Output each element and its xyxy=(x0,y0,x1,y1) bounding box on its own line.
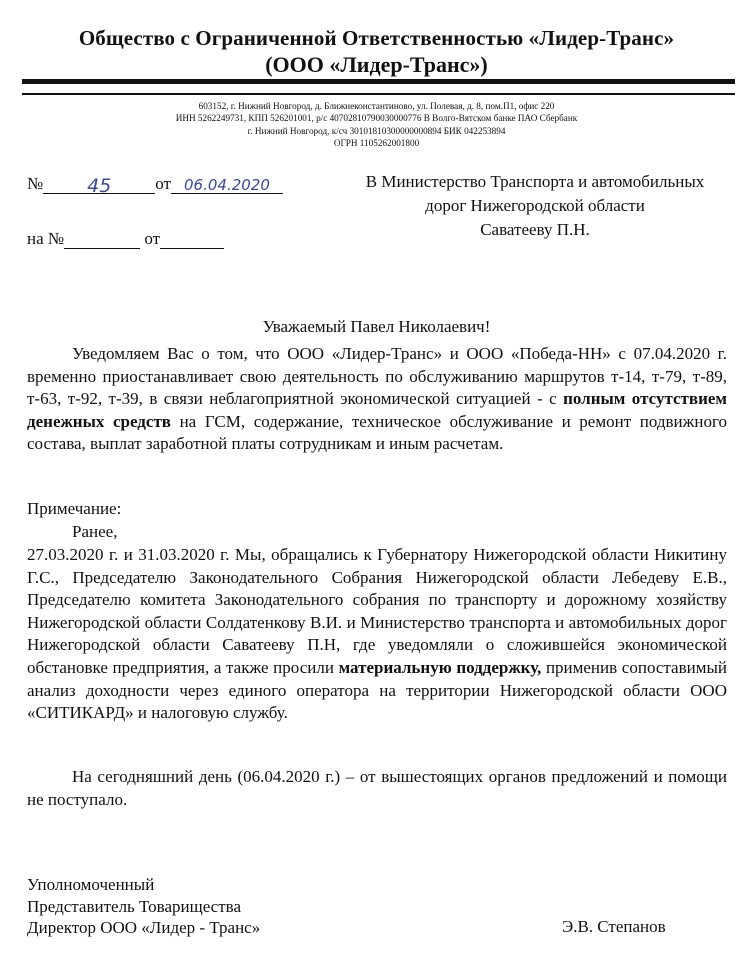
reply-date-field xyxy=(160,230,224,249)
note-label: Примечание: xyxy=(27,499,122,518)
addressee-line: Саватееву П.Н. xyxy=(480,220,590,239)
outgoing-reference xyxy=(27,174,283,197)
header-divider-thick xyxy=(22,79,735,84)
requisites-correspondent-account: г. Нижний Новгород, к/сч 30101810300000000894 БИК 042253894 xyxy=(247,125,506,136)
body-paragraph-appeals: 27.03.2020 г. и 31.03.2020 г. Мы, обращались к Губернатору Нижегородской области Никитину Г.С., Председателю Законодательного Собрания Нижегородской области Лебедеву Е.В., Председателю комитета Законодательного собрания по транспорту и дорожному хозяйству Нижегородской области Солдатенкову В.И. и Министерство транспорта и автомобильных дорог Нижегородской области Саватееву П.Н, где уведомляли о сложившейся экономической обстановке предприятия, а также просили материальную поддержку, применив сопоставимый анализ доходности через единого оператора на территории Нижегородской области ООО «СИТИКАРД» и налоговую службу. xyxy=(27,545,727,723)
body-paragraph-current-status: На сегодняшний день (06.04.2020 г.) – от вышестоящих органов предложений и помощи не поступало. xyxy=(27,767,727,809)
reply-reference xyxy=(27,229,224,249)
signatory-title-line: Уполномоченный xyxy=(27,875,155,894)
signature-block xyxy=(27,874,260,939)
reply-number-field xyxy=(64,230,140,249)
reply-number-label: на № xyxy=(27,229,65,248)
addressee-block xyxy=(320,170,750,242)
salutation: Уважаемый Павел Николаевич! xyxy=(262,317,491,336)
header-divider-thin xyxy=(22,93,735,95)
number-label: № xyxy=(27,174,44,193)
requisites-address: 603152, г. Нижний Новгород, д. Ближнеконстантиново, ул. Полевая, д. 8, пом.П1, офис 220 xyxy=(198,101,555,111)
organization-short-name: (ООО «Лидер-Транс») xyxy=(265,52,488,77)
reply-date-label: от xyxy=(144,229,161,248)
date-field xyxy=(171,175,283,194)
note-earlier: Ранее, xyxy=(72,522,118,541)
company-requisites xyxy=(0,100,753,149)
number-handwritten: 45 xyxy=(87,175,112,197)
signatory-title-line: Представитель Товарищества xyxy=(27,896,241,916)
addressee-line: В Министерство Транспорта и автомобильных xyxy=(365,172,705,191)
requisites-ogrn: ОГРН 1105262001800 xyxy=(333,137,420,148)
signatory-name: Э.В. Степанов xyxy=(562,917,666,936)
addressee-line: дорог Нижегородской области xyxy=(425,196,645,215)
emphasis-no-funds: полным отсутствием денежных средств xyxy=(27,389,727,431)
emphasis-material-support: материальную поддержку, xyxy=(338,657,542,677)
organization-full-name: Общество с Ограниченной Ответственностью «Лидер-Транс» xyxy=(78,26,675,50)
date-handwritten: 06.04.2020 xyxy=(184,176,270,194)
signatory-title-line: Директор ООО «Лидер - Транс» xyxy=(27,918,261,937)
requisites-bank: ИНН 5262249731, КПП 526201001, р/с 40702810790030000776 В Волго-Вятском банке ПАО Сбербанк xyxy=(175,113,578,124)
body-paragraph-notice: Уведомляем Вас о том, что ООО «Лидер-Транс» и ООО «Победа-НН» с 07.04.2020 г. временно приостанавливает свою деятельность по обслуживанию маршрутов т-14, т-79, т-89, т-63, т-92, т-39, в связи неблагоприятной экономической ситуацией - с полным отсутствием денежных средств на ГСМ, содержание, техническое обслуживание и ремонт подвижного состава, выплат заработной платы сотрудникам и иным расчетам. xyxy=(27,344,727,454)
date-label: от xyxy=(155,174,171,193)
number-field xyxy=(43,175,155,197)
